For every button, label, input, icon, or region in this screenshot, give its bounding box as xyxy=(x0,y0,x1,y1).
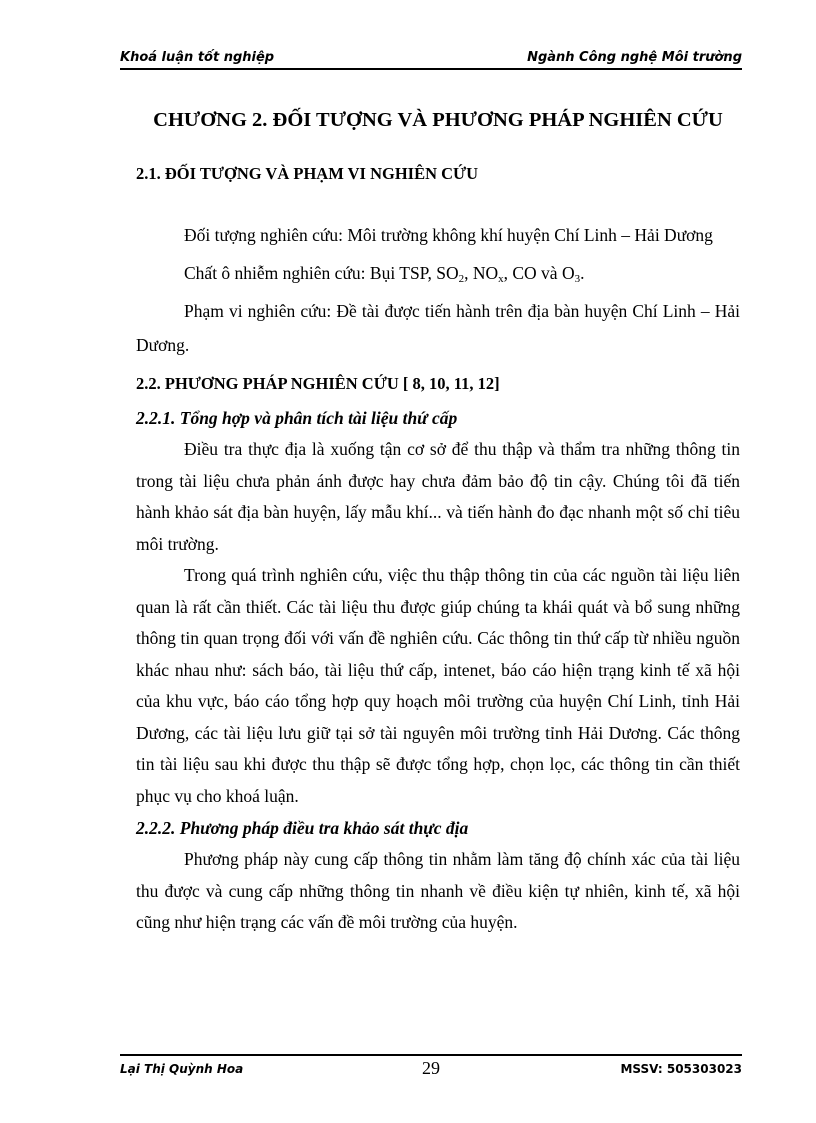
header-thesis-label: Khoá luận tốt nghiệp xyxy=(120,50,275,65)
section-2-2-1-paragraph-2: Trong quá trình nghiên cứu, việc thu thập thông tin của các nguồn tài liệu liên quan là rất cần thiết. Các tài liệu thu được giúp chúng ta khái quát và bổ sung những thông tin quan trọng đối với vấn đề nghiên cứu. Các thông tin thứ cấp từ nhiều nguồn khác nhau như: sách báo, tài liệu thứ cấp, intenet, báo cáo hiện trạng kinh tế xã hội của khu vực, báo cáo tổng hợp quy hoạch môi trường của huyện Chí Linh, tỉnh Hải Dương, các tài liệu lưu giữ tại sở tài nguyên môi trường tỉnh Hải Dương. Các thông tin tài liệu sau khi được thu thập sẽ được tổng hợp, chọn lọc, các thông tin cần thiết phục vụ cho khoá luận. xyxy=(136,565,740,806)
footer-rule xyxy=(120,1054,742,1056)
section-2-1-heading: 2.1. ĐỐI TƯỢNG VÀ PHẠM VI NGHIÊN CỨU xyxy=(136,164,479,183)
page-body xyxy=(136,100,740,939)
footer-author: Lại Thị Quỳnh Hoa xyxy=(120,1062,244,1076)
header-rule xyxy=(120,68,742,70)
header-major-label: Ngành Công nghệ Môi trường xyxy=(527,50,742,65)
page-footer xyxy=(120,1060,742,1082)
page-number: 29 xyxy=(422,1058,440,1078)
scope-paragraph: Phạm vi nghiên cứu: Đề tài được tiến hành trên địa bàn huyện Chí Linh – Hải Dương. xyxy=(136,301,740,355)
section-2-2-1-paragraph-1: Điều tra thực địa là xuống tận cơ sở để thu thập và thẩm tra những thông tin trong tài liệu chưa phản ánh được hay chưa đảm bảo độ tin cậy. Chúng tôi đã tiến hành khảo sát địa bàn huyện, lấy mẫu khí... và tiến hành đo đạc nhanh một số chỉ tiêu môi trường. xyxy=(136,439,740,554)
chapter-title: CHƯƠNG 2. ĐỐI TƯỢNG VÀ PHƯƠNG PHÁP NGHIÊN CỨU xyxy=(153,109,723,131)
footer-student-id: MSSV: 505303023 xyxy=(620,1062,742,1076)
section-2-2-2-paragraph-1: Phương pháp này cung cấp thông tin nhằm làm tăng độ chính xác của tài liệu thu được và cung cấp những thông tin nhanh về điều kiện tự nhiên, kinh tế, xã hội cũng như hiện trạng các vấn đề môi trường của huyện. xyxy=(136,849,740,932)
section-2-2-2-heading: 2.2.2. Phương pháp điều tra khảo sát thực địa xyxy=(136,818,469,838)
research-object-paragraph: Đối tượng nghiên cứu: Môi trường không khí huyện Chí Linh – Hải Dương xyxy=(184,225,713,245)
pollutants-paragraph: Chất ô nhiễm nghiên cứu: Bụi TSP, $SO_2$, $NO_x$, CO và $O_3$. xyxy=(184,263,585,285)
section-2-2-heading: 2.2. PHƯƠNG PHÁP NGHIÊN CỨU [ 8, 10, 11, 12] xyxy=(136,374,500,393)
section-2-2-1-heading: 2.2.1. Tổng hợp và phân tích tài liệu thứ cấp xyxy=(136,408,458,428)
page-header xyxy=(120,50,742,70)
